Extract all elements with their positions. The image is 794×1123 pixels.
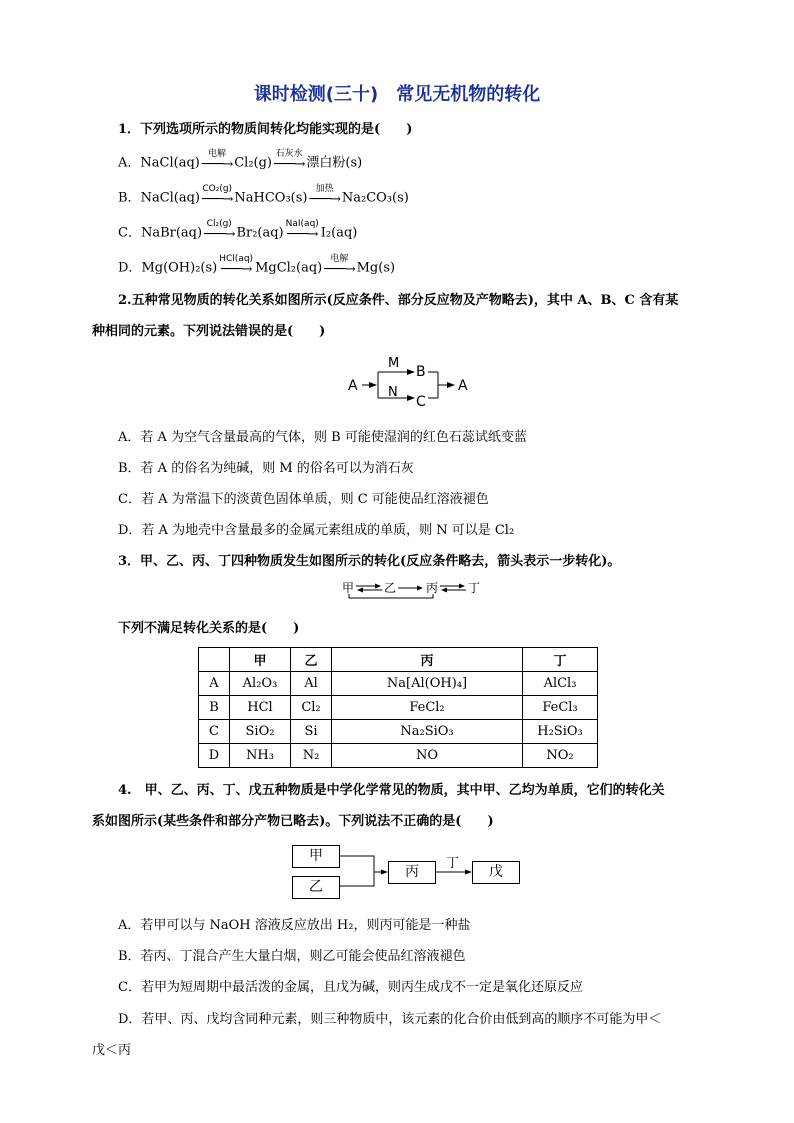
q1-option-c <box>118 219 358 243</box>
reaction-arrow: 加热 ───→ <box>309 184 340 207</box>
reaction-arrow: 电解 ───→ <box>201 149 233 172</box>
box-bing: 丙 <box>388 861 436 884</box>
species: MgCl₂(aq) <box>255 260 323 276</box>
q4-stem-line2: 系如图所示(某些条件和部分产物已略去)。下列说法不正确的是( ) <box>92 814 494 829</box>
node-c: C <box>416 394 426 410</box>
species: NaCl(aq) <box>140 155 200 171</box>
q4-option-b: B．若丙、丁混合产生大量白烟，则乙可能会使品红溶液褪色 <box>118 949 466 964</box>
reaction-arrow: NaI(aq) ───→ <box>285 219 319 242</box>
species: Na₂CO₃(s) <box>341 190 409 206</box>
option-label: C． <box>118 225 141 241</box>
table-row: C SiO₂ Si Na₂SiO₃ H₂SiO₃ <box>199 720 598 744</box>
arrow-condition: HCl(aq) <box>219 254 254 264</box>
table-row: B HCl Cl₂ FeCl₂ FeCl₃ <box>199 696 598 720</box>
reaction-arrow: 电解 ───→ <box>324 254 355 277</box>
reaction-arrow: 石灰水 ───→ <box>274 149 305 172</box>
box-jia: 甲 <box>292 845 340 868</box>
q3-sub-question: 下列不满足转化关系的是( ) <box>118 621 300 636</box>
node-b: B <box>416 364 426 380</box>
page-title: 课时检测(三十) 常见无机物的转化 <box>253 84 541 105</box>
q2-option-c: C．若 A 为常温下的淡黄色固体单质，则 C 可能使品红溶液褪色 <box>118 492 489 507</box>
option-label: A． <box>118 155 141 171</box>
arrow-condition: 电解 <box>330 254 349 264</box>
q4-option-d-line1: D．若甲、丙、戊均含同种元素，则三种物质中，该元素的化合价由低到高的顺序不可能为甲＜ <box>118 1012 662 1027</box>
box-wu: 戊 <box>472 861 520 884</box>
q3-chain-diagram <box>340 578 490 600</box>
q4-stem-line1: 4. 甲、乙、丙、丁、戊五种物质是中学化学常见的物质，其中甲、乙均为单质，它们的转化关 <box>118 783 665 798</box>
table-row: A Al₂O₃ Al Na[Al(OH)₄] AlCl₃ <box>199 672 598 696</box>
table-header-row: 甲 乙 丙 丁 <box>199 648 598 672</box>
arrow-condition: 加热 <box>315 184 334 194</box>
q4-option-a: A．若甲可以与 NaOH 溶液反应放出 H₂，则丙可能是一种盐 <box>118 918 471 933</box>
node-ding: 丁 <box>468 581 481 595</box>
option-label: D． <box>118 260 142 276</box>
q2-stem-line1: 2.五种常见物质的转化关系如图所示(反应条件、部分反应物及产物略去)，其中 A、B、C 含有某 <box>118 293 679 308</box>
option-label: B． <box>118 190 141 206</box>
table-row: D NH₃ N₂ NO NO₂ <box>199 744 598 768</box>
q1-option-b <box>118 184 409 208</box>
label-m: M <box>388 356 400 371</box>
species: NaCl(aq) <box>140 190 201 206</box>
arrow-condition: Cl₂(g) <box>206 219 232 229</box>
reaction-arrow: Cl₂(g) ───→ <box>204 219 235 242</box>
q3-options-table <box>198 647 598 768</box>
q2-transformation-diagram <box>340 350 480 412</box>
species: NaHCO₃(s) <box>234 190 308 206</box>
node-a-right: A <box>458 378 468 394</box>
species: Cl₂(g) <box>234 155 272 171</box>
node-yi: 乙 <box>384 581 397 595</box>
arrow-condition: 石灰水 <box>275 149 303 159</box>
node-a-left: A <box>348 378 358 394</box>
box-yi: 乙 <box>292 876 340 899</box>
reaction-arrow: HCl(aq) ───→ <box>219 254 254 277</box>
node-bing: 丙 <box>426 581 439 595</box>
q3-stem: 3．甲、乙、丙、丁四种物质发生如图所示的转化(反应条件略去，箭头表示一步转化)。 <box>118 554 621 569</box>
q1-stem: 1．下列选项所示的物质间转化均能实现的是( ) <box>118 122 413 137</box>
species: NaBr(aq) <box>140 225 203 241</box>
species: Br₂(aq) <box>236 225 284 241</box>
q1-option-a <box>118 149 363 173</box>
arrow-condition: 电解 <box>208 149 227 159</box>
q1-option-d <box>118 254 396 278</box>
q2-stem-line2: 种相同的元素。下列说法错误的是( ) <box>92 324 326 339</box>
label-n: N <box>388 385 398 400</box>
species: Mg(s) <box>356 260 396 276</box>
species: Mg(OH)₂(s) <box>141 260 218 276</box>
q4-option-c: C．若甲为短周期中最活泼的金属，且戊为碱，则丙生成戊不一定是氧化还原反应 <box>118 980 583 995</box>
q2-option-b: B．若 A 的俗名为纯碱，则 M 的俗名可以为消石灰 <box>118 461 414 476</box>
q4-option-d-line2: 戊＜丙 <box>92 1043 132 1058</box>
q2-option-a: A．若 A 为空气含量最高的气体，则 B 可能使湿润的红色石蕊试纸变蓝 <box>118 430 527 445</box>
q2-option-d: D．若 A 为地壳中含量最多的金属元素组成的单质，则 N 可以是 Cl₂ <box>118 523 515 538</box>
node-jia: 甲 <box>342 581 355 595</box>
label-ding: 丁 <box>446 856 460 871</box>
q4-arrows <box>338 846 474 896</box>
arrow-condition: NaI(aq) <box>285 219 319 229</box>
species: I₂(aq) <box>320 225 358 241</box>
arrow-condition: CO₂(g) <box>202 184 233 194</box>
species: 漂白粉(s) <box>306 155 363 171</box>
reaction-arrow: CO₂(g) ───→ <box>202 184 233 207</box>
